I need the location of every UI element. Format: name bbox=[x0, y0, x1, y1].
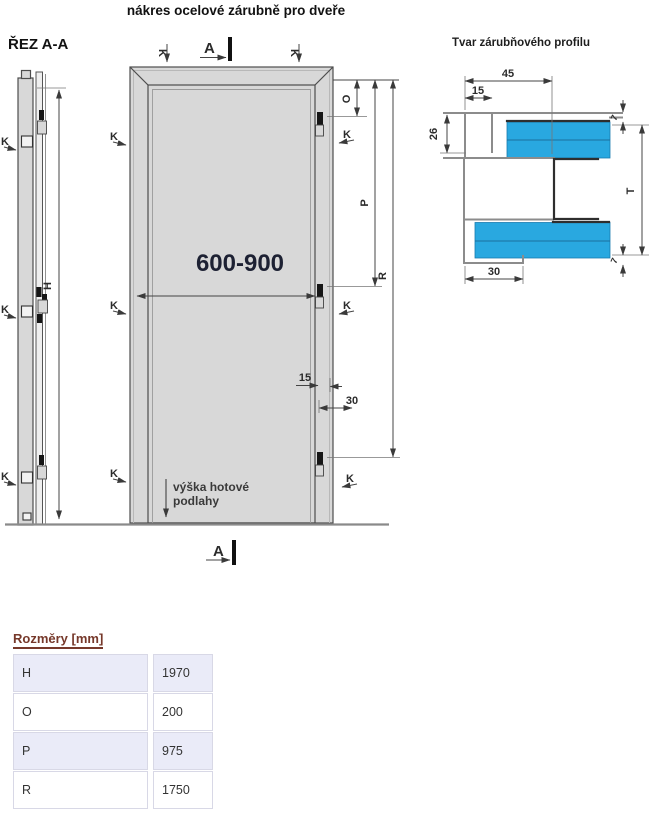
table-title: Rozměry [mm] bbox=[13, 631, 103, 649]
table-row bbox=[13, 693, 218, 731]
anchor-label-k: K bbox=[110, 300, 118, 312]
anchor-callout-k bbox=[1, 136, 16, 150]
anchor-callout-k bbox=[1, 304, 16, 318]
dim-label-width: 600-900 bbox=[195, 250, 285, 277]
front-view bbox=[5, 37, 400, 565]
anchor-callout-k bbox=[339, 300, 354, 314]
anchor-callout-k bbox=[110, 468, 126, 482]
table-row-value: 1970 bbox=[153, 654, 213, 692]
dimension-t bbox=[612, 125, 649, 255]
anchor-callout-k-top bbox=[156, 44, 168, 62]
dim-label-h: H bbox=[42, 282, 54, 290]
section-view bbox=[1, 35, 68, 525]
anchor-label-k: K bbox=[343, 300, 351, 312]
anchor-square bbox=[22, 472, 33, 483]
cut-marker-a-bottom bbox=[206, 540, 236, 565]
table-row-value: 975 bbox=[153, 732, 213, 770]
table-row-label: P bbox=[13, 732, 148, 770]
table-row-label: O bbox=[13, 693, 148, 731]
profile-view bbox=[428, 37, 649, 284]
anchor-square bbox=[22, 136, 33, 147]
section-frame-top-lip bbox=[22, 71, 31, 79]
dim-label-t: T bbox=[625, 187, 637, 195]
dimension-26 bbox=[428, 115, 466, 153]
anchor-square bbox=[22, 306, 33, 317]
anchor-callout-k bbox=[1, 471, 16, 485]
anchor-label-k: K bbox=[1, 304, 9, 316]
anchor-label-k: K bbox=[346, 473, 354, 485]
dimension-30p bbox=[465, 266, 523, 284]
floor-note-line2: podlahy bbox=[173, 494, 220, 508]
dim-label-30: 30 bbox=[487, 266, 501, 278]
cut-marker-a-top bbox=[200, 37, 232, 61]
dimension-opr bbox=[327, 80, 400, 458]
dimension-15p bbox=[465, 85, 492, 98]
table-row-value: 1750 bbox=[153, 771, 213, 809]
dim-label-r: R bbox=[377, 272, 389, 280]
table-row bbox=[13, 732, 218, 770]
anchor-callout-k-top bbox=[288, 44, 300, 62]
dim-label-15: 15 bbox=[298, 372, 312, 384]
wall-panel-bottom bbox=[475, 223, 610, 259]
dim-label-7: 7 bbox=[608, 113, 620, 123]
table-row-label: H bbox=[13, 654, 148, 692]
anchor-callout-k bbox=[339, 129, 354, 143]
dim-label-o: O bbox=[341, 94, 353, 104]
floor-note-line1: výška hotové bbox=[173, 480, 250, 494]
anchor-label-k: K bbox=[156, 49, 168, 57]
frame-outer bbox=[130, 67, 333, 523]
table-row-label: R bbox=[13, 771, 148, 809]
table-row-value: 200 bbox=[153, 693, 213, 731]
page-title: nákres ocelové zárubně pro dveře bbox=[126, 3, 346, 18]
table-row bbox=[13, 771, 218, 809]
cut-marker-label: A bbox=[204, 40, 215, 57]
anchor-callout-k bbox=[110, 300, 126, 314]
dim-label-p: P bbox=[359, 199, 371, 207]
dimensions-table bbox=[13, 630, 218, 810]
profile-view-title: Tvar zárubňového profilu bbox=[452, 37, 591, 49]
dim-label-30: 30 bbox=[345, 395, 359, 407]
anchor-label-k: K bbox=[288, 49, 300, 57]
dim-label-7: 7 bbox=[608, 256, 620, 266]
dimension-7-bottom bbox=[609, 244, 623, 277]
dim-label-45: 45 bbox=[501, 68, 515, 80]
table-row bbox=[13, 654, 218, 692]
anchor-label-k: K bbox=[1, 136, 9, 148]
dim-label-15: 15 bbox=[471, 85, 485, 97]
anchor-square-small bbox=[23, 513, 31, 520]
anchor-callout-k bbox=[342, 473, 357, 487]
anchor-label-k: K bbox=[1, 471, 9, 483]
cut-marker-label: A bbox=[213, 543, 224, 560]
anchor-label-k: K bbox=[110, 468, 118, 480]
anchor-label-k: K bbox=[110, 131, 118, 143]
anchor-callout-k bbox=[110, 131, 126, 145]
section-view-label: ŘEZ A-A bbox=[8, 36, 69, 53]
dim-label-26: 26 bbox=[428, 127, 440, 141]
anchor-label-k: K bbox=[343, 129, 351, 141]
